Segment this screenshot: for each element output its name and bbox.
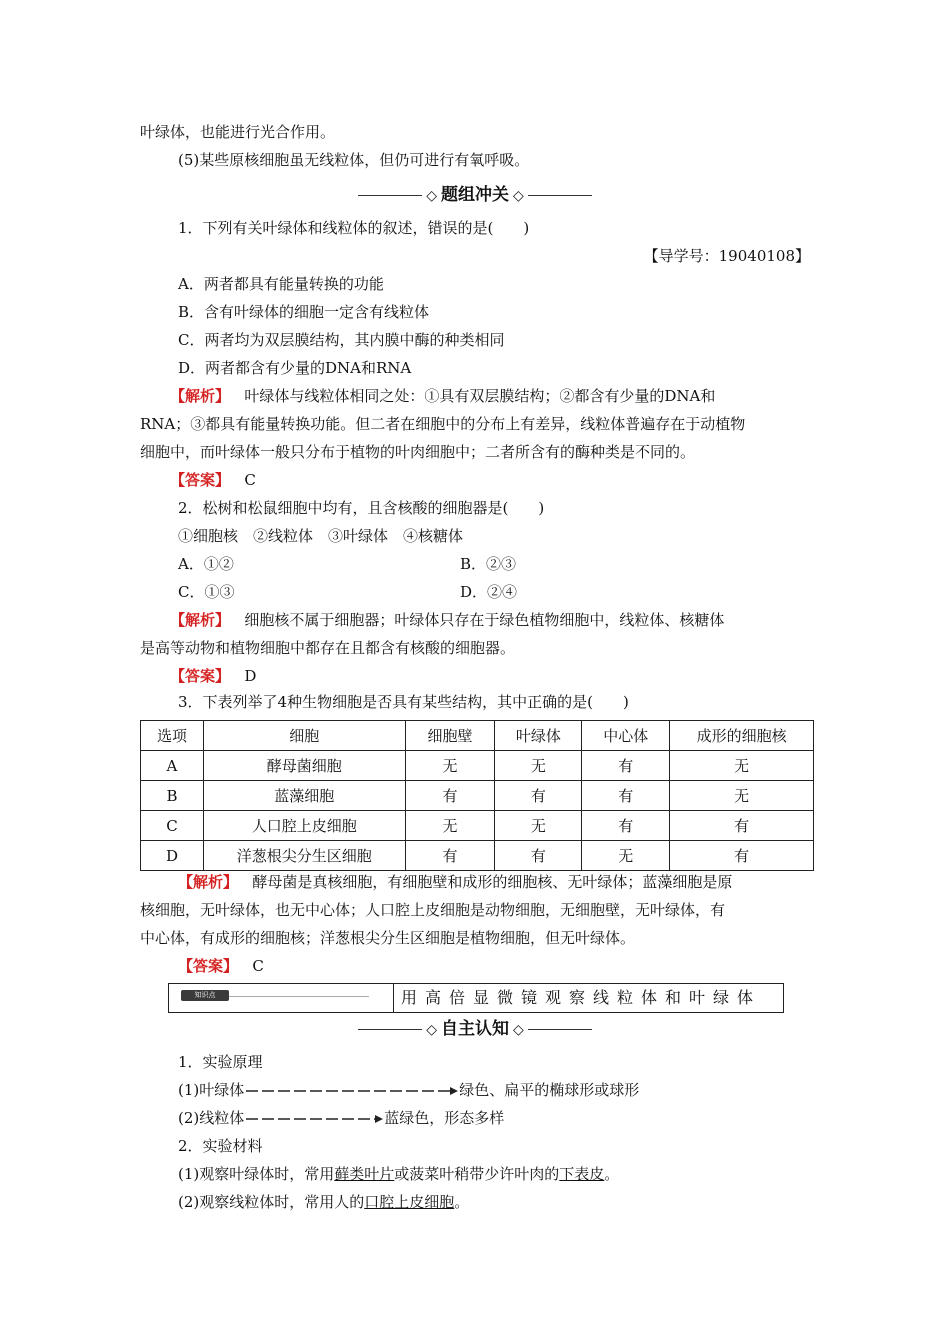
table-header: 叶绿体 [495, 721, 582, 751]
table-header: 成形的细胞核 [670, 721, 814, 751]
principle-item-1 [178, 1080, 639, 1100]
question-2-option-a: A．①② [178, 555, 234, 573]
intro-line-1: 叶绿体，也能进行光合作用。 [140, 123, 336, 141]
table-row [141, 841, 814, 871]
analysis-tag: 【解析】 [178, 873, 239, 891]
divider [358, 195, 422, 196]
table-cell: 无 [405, 811, 495, 841]
divider [528, 1029, 592, 1030]
table-cell: 有 [405, 841, 495, 871]
stain-arrow-icon [244, 1085, 459, 1097]
diamond-icon: ◇ [426, 188, 437, 204]
table-cell: 无 [670, 751, 814, 781]
divider [528, 195, 592, 196]
divider [229, 996, 369, 997]
analysis-text: 酵母菌是真核细胞，有细胞壁和成形的细胞核、无叶绿体；蓝藻细胞是原 [252, 873, 733, 891]
material-item-2 [178, 1192, 469, 1212]
material-text: 。 [454, 1193, 470, 1211]
question-1-analysis-line-1 [170, 386, 715, 406]
analysis-text: 叶绿体与线粒体相同之处：①具有双层膜结构；②都含有少量的DNA和 [244, 387, 716, 405]
table-cell: 有 [495, 781, 582, 811]
analysis-tag: 【解析】 [170, 387, 231, 405]
table-cell: 无 [405, 751, 495, 781]
divider [358, 1029, 422, 1030]
table-cell: 无 [582, 841, 670, 871]
table-header: 中心体 [582, 721, 670, 751]
section-title: 题组冲关 [441, 185, 509, 205]
question-2-analysis-line-2: 是高等动物和植物细胞中都存在且都含有核酸的细胞器。 [140, 639, 516, 657]
material-text: (1)观察叶绿体时，常用 [178, 1165, 335, 1183]
question-1-option-c: C．两者均为双层膜结构，其内膜中酶的种类相同 [178, 331, 505, 349]
materials-heading: 2．实验材料 [178, 1137, 263, 1155]
stain-arrow-icon [244, 1113, 384, 1125]
table-cell: 有 [582, 751, 670, 781]
question-2-option-b: B．②③ [460, 555, 517, 573]
material-text: (2)观察线粒体时，常用人的 [178, 1193, 365, 1211]
table-cell: 无 [495, 811, 582, 841]
table-cell: 有 [670, 841, 814, 871]
principle-result: 绿色、扁平的椭球形或球形 [459, 1081, 640, 1099]
question-2-option-d: D．②④ [460, 583, 518, 601]
question-1-option-d: D．两者都含有少量的DNA和RNA [178, 359, 412, 377]
question-1-stem: 1．下列有关叶绿体和线粒体的叙述，错误的是( ) [178, 219, 530, 237]
question-1-answer [170, 470, 256, 490]
table-cell: B [141, 781, 204, 811]
table-cell: D [141, 841, 204, 871]
section-header-self-study [0, 1018, 950, 1041]
cell-structure-table [140, 720, 814, 871]
question-2-items: ①细胞核 ②线粒体 ③叶绿体 ④核糖体 [178, 527, 464, 545]
divider [393, 984, 394, 1012]
table-cell: 洋葱根尖分生区细胞 [203, 841, 405, 871]
table-cell: 有 [670, 811, 814, 841]
table-row [141, 811, 814, 841]
knowledge-point-title: 用高倍显微镜观察线粒体和叶绿体 [401, 988, 762, 1007]
answer-tag: 【答案】 [178, 957, 239, 975]
table-cell: 蓝藻细胞 [203, 781, 405, 811]
table-cell: 酵母菌细胞 [203, 751, 405, 781]
principle-result: 蓝绿色，形态多样 [384, 1109, 505, 1127]
table-header-row [141, 721, 814, 751]
question-2-answer [170, 666, 256, 686]
material-text: 或菠菜叶稍带少许叶肉的 [394, 1165, 560, 1183]
question-3-analysis-line-2: 核细胞，无叶绿体，也无中心体；人口腔上皮细胞是动物细胞，无细胞壁，无叶绿体，有 [140, 901, 726, 919]
question-3-analysis-line-1 [178, 872, 732, 892]
material-text: 。 [604, 1165, 620, 1183]
diamond-icon: ◇ [513, 188, 524, 204]
answer-tag: 【答案】 [170, 471, 231, 489]
section-title: 自主认知 [441, 1019, 509, 1039]
question-3-stem: 3．下表列举了4种生物细胞是否具有某些结构，其中正确的是( ) [178, 693, 629, 711]
question-3-analysis-line-3: 中心体，有成形的细胞核；洋葱根尖分生区细胞是植物细胞，但无叶绿体。 [140, 929, 636, 947]
question-2-option-c: C．①③ [178, 583, 235, 601]
question-1-analysis-line-3: 细胞中，而叶绿体一般只分布于植物的叶肉细胞中；二者所含有的酶种类是不同的。 [140, 443, 696, 461]
analysis-text: 细胞核不属于细胞器；叶绿体只存在于绿色植物细胞中，线粒体、核糖体 [244, 611, 725, 629]
table-cell: 有 [582, 811, 670, 841]
question-1-option-a: A．两者都具有能量转换的功能 [178, 275, 384, 293]
table-cell: 有 [405, 781, 495, 811]
fill-in-answer: 下表皮 [559, 1165, 605, 1183]
fill-in-answer: 藓类叶片 [334, 1165, 395, 1183]
question-1-option-b: B．含有叶绿体的细胞一定含有线粒体 [178, 303, 430, 321]
answer-value: C [244, 471, 256, 489]
table-cell: A [141, 751, 204, 781]
answer-value: D [244, 667, 257, 685]
table-cell: 无 [495, 751, 582, 781]
table-cell: 有 [582, 781, 670, 811]
table-cell: C [141, 811, 204, 841]
answer-tag: 【答案】 [170, 667, 231, 685]
analysis-tag: 【解析】 [170, 611, 231, 629]
question-1-ref: 【导学号：19040108】 [643, 247, 810, 265]
diamond-icon: ◇ [513, 1022, 524, 1038]
question-2-stem: 2．松树和松鼠细胞中均有，且含核酸的细胞器是( ) [178, 499, 545, 517]
principle-subject: (1)叶绿体 [178, 1081, 245, 1099]
principle-subject: (2)线粒体 [178, 1109, 245, 1127]
question-1-analysis-line-2: RNA；③都具有能量转换功能。但二者在细胞中的分布上有差异，线粒体普遍存在于动植物 [140, 415, 746, 433]
principle-heading: 1．实验原理 [178, 1053, 263, 1071]
table-cell: 有 [495, 841, 582, 871]
table-cell: 无 [670, 781, 814, 811]
fill-in-answer: 口腔上皮细胞 [364, 1193, 455, 1211]
table-row [141, 781, 814, 811]
intro-line-2: (5)某些原核细胞虽无线粒体，但仍可进行有氧呼吸。 [178, 151, 530, 169]
material-item-1 [178, 1164, 619, 1184]
question-3-answer [178, 956, 264, 976]
table-cell: 人口腔上皮细胞 [203, 811, 405, 841]
table-header: 选项 [141, 721, 204, 751]
principle-item-2 [178, 1108, 504, 1128]
table-row [141, 751, 814, 781]
section-header-practice [0, 184, 950, 207]
knowledge-point-box [168, 983, 784, 1013]
answer-value: C [252, 957, 264, 975]
diamond-icon: ◇ [426, 1022, 437, 1038]
table-header: 细胞壁 [405, 721, 495, 751]
table-header: 细胞 [203, 721, 405, 751]
knowledge-point-badge: 知识点 [181, 990, 229, 1001]
question-2-analysis-line-1 [170, 610, 724, 630]
